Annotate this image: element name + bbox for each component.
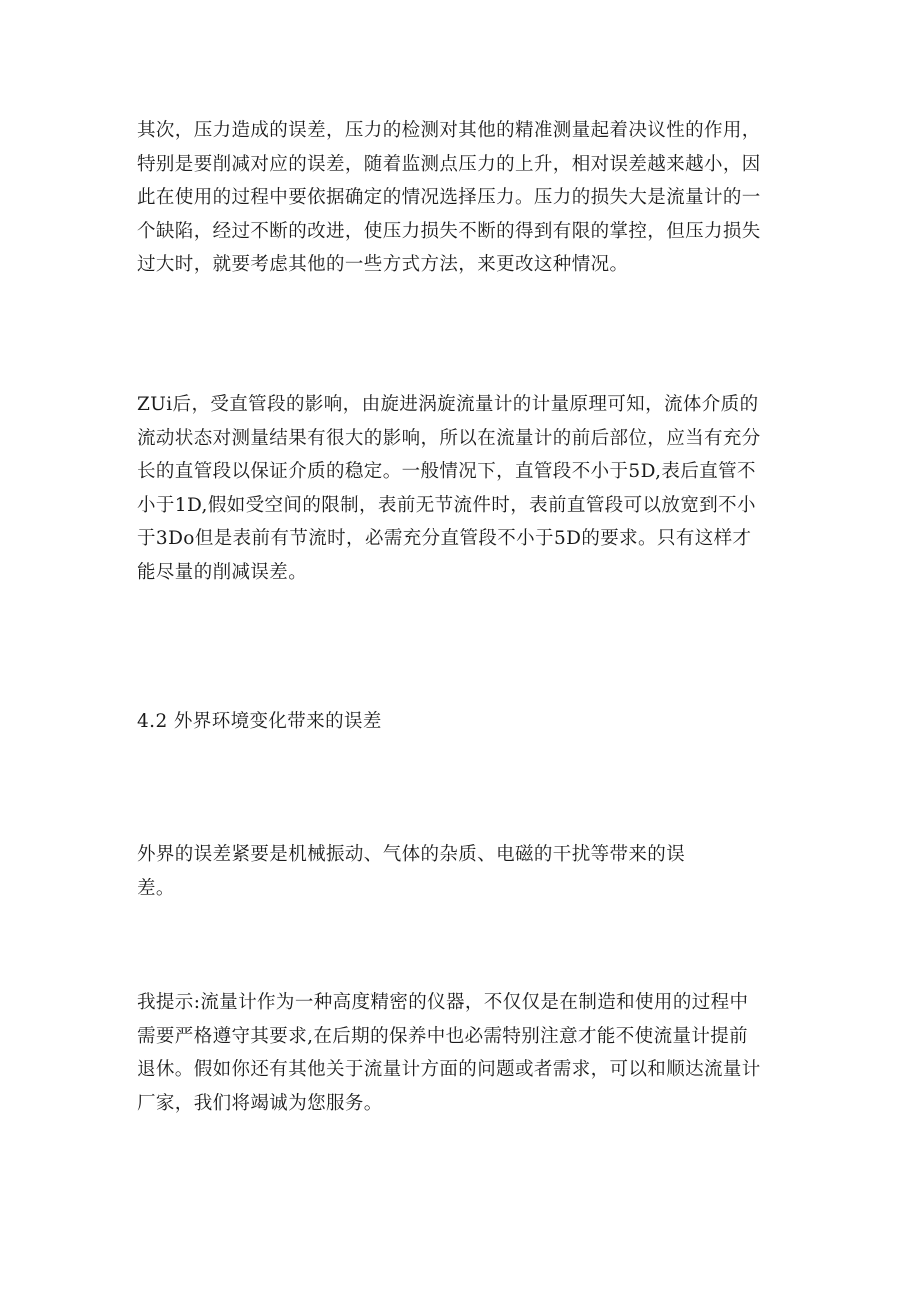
paragraph-line: 厂家，我们将竭诚为您服务。 — [137, 1092, 383, 1114]
section-heading — [137, 705, 537, 739]
paragraph-line: ZUi后，受直管段的影响，由旋进涡旋流量计的计量原理可知，流体介质的 — [137, 394, 759, 415]
paragraph-reminder — [137, 986, 793, 1120]
paragraph-line: 能尽量的削减误差。 — [137, 561, 308, 583]
paragraph-line: 小于1D,假如受空间的限制，表前无节流件时，表前直管段可以放宽到不小 — [137, 494, 756, 516]
paragraph-line: 退休。假如你还有其他关于流量计方面的问题或者需求，可以和顺达流量计 — [137, 1059, 761, 1081]
paragraph-external-error — [137, 838, 737, 905]
paragraph-line: 流动状态对测量结果有很大的影响，所以在流量计的前后部位，应当有充分 — [137, 427, 761, 449]
paragraph-line: 外界的误差紧要是机械振动、气体的杂质、电磁的干扰等带来的误 — [137, 844, 686, 865]
paragraph-line: 于3Do但是表前有节流时，必需充分直管段不小于5D的要求。只有这样才 — [137, 528, 752, 550]
paragraph-line: 我提示:流量计作为一种高度精密的仪器，不仅仅是在制造和使用的过程中 — [137, 992, 749, 1013]
paragraph-line: 特别是要削减对应的误差，随着监测点压力的上升，相对误差越来越小，因 — [137, 153, 761, 175]
paragraph-line: 过大时，就要考虑其他的一些方式方法，来更改这种情况。 — [137, 254, 629, 276]
paragraph-line: 个缺陷，经过不断的改进，使压力损失不断的得到有限的掌控，但压力损失 — [137, 220, 761, 242]
paragraph-pressure-error — [137, 114, 793, 282]
section-heading-text: 4.2 外界环境变化带来的误差 — [137, 711, 382, 732]
paragraph-line: 此在使用的过程中要依据确定的情况选择压力。压力的损失大是流量计的一 — [137, 187, 761, 209]
paragraph-straight-pipe — [137, 388, 793, 590]
paragraph-line: 差。 — [137, 877, 175, 899]
paragraph-line: 其次，压力造成的误差，压力的检测对其他的精准测量起着决议性的作用， — [137, 120, 761, 141]
paragraph-line: 需要严格遵守其要求,在后期的保养中也必需特别注意才能不使流量计提前 — [137, 1025, 749, 1047]
paragraph-line: 长的直管段以保证介质的稳定。一般情况下，直管段不小于5D,表后直管不 — [137, 461, 756, 483]
